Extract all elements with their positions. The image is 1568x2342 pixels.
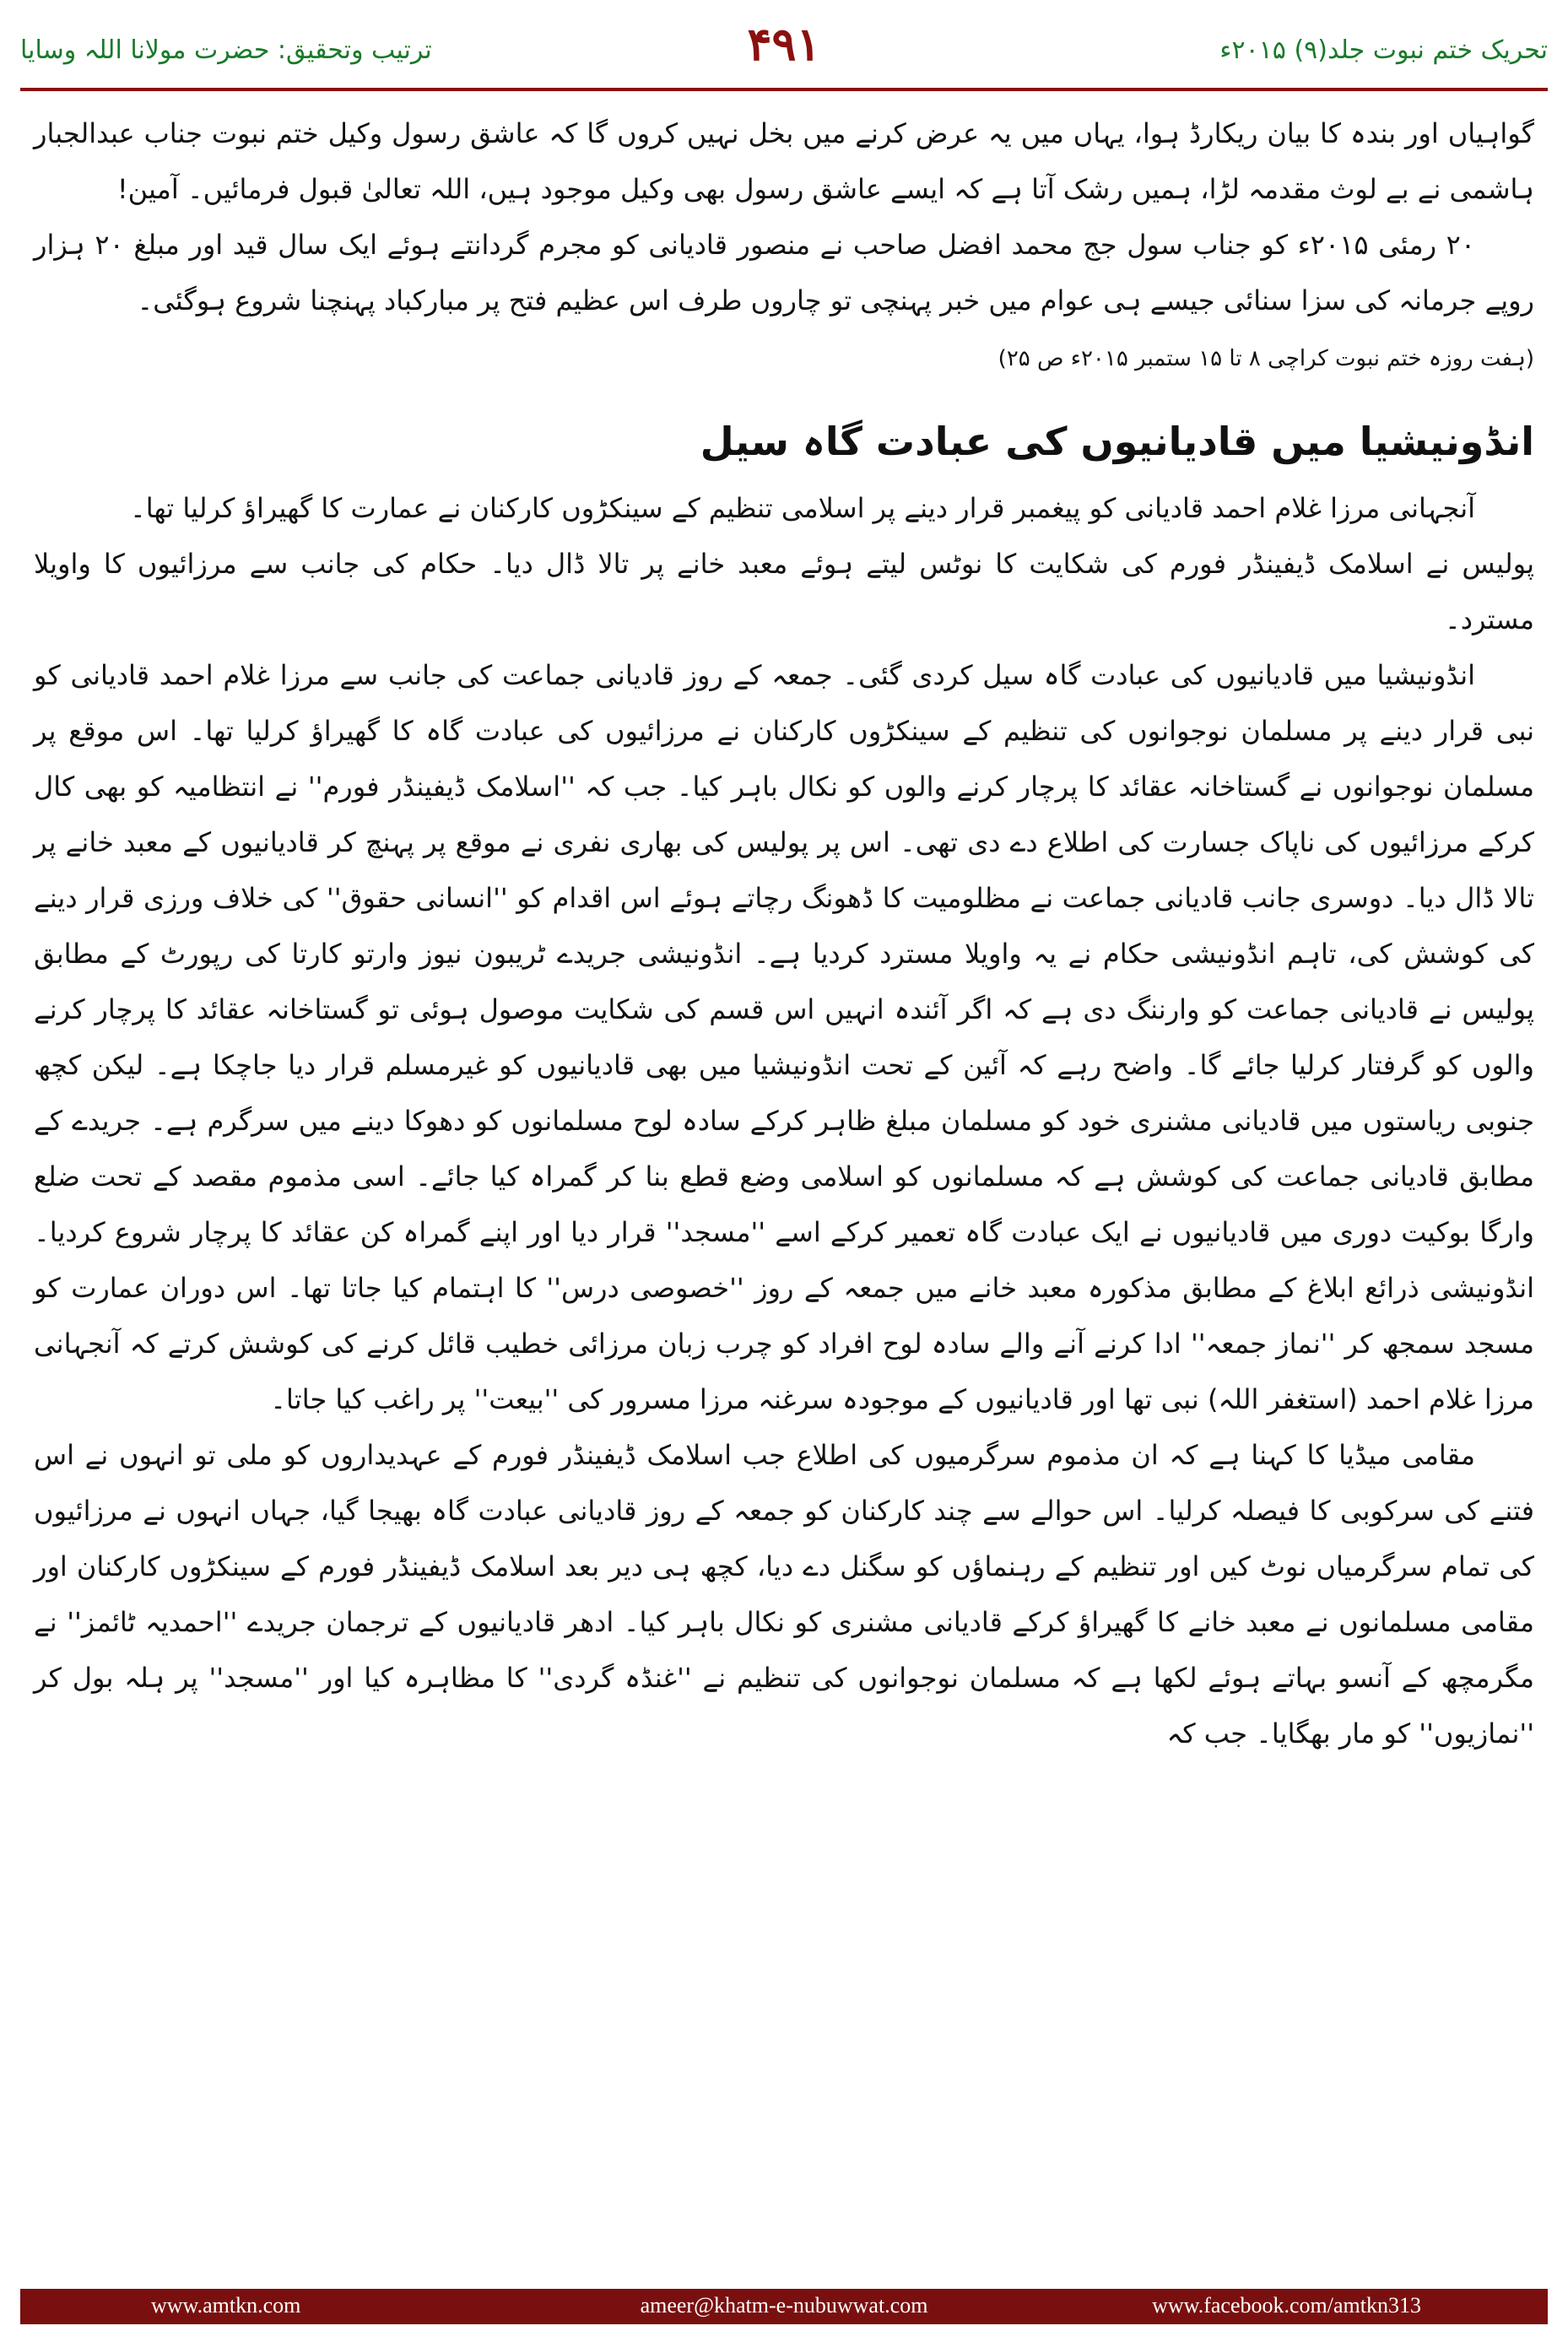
header-divider — [20, 88, 1548, 91]
book-title: تحریک ختم نبوت جلد(۹) ۲۰۱۵ء — [1219, 35, 1548, 65]
page-header — [20, 15, 1548, 81]
article-heading: انڈونیشیا میں قادیانیوں کی عبادت گاہ سیل — [700, 419, 1534, 464]
compiler-credit: ترتیب وتحقیق: حضرت مولانا اللہ وسایا — [20, 35, 432, 65]
article-subheading-2: پولیس نے اسلامک ڈیفینڈر فورم کی شکایت کا نوٹس لیتے ہوئے معبد خانے پر تالا ڈال دیا۔ حکام کی جانب سے مرزائیوں کا واویلا مسترد۔ — [34, 548, 1534, 636]
paragraph-testimony: گواہیاں اور بندہ کا بیان ریکارڈ ہوا، یہاں میں یہ عرض کرنے میں بخل نہیں کروں گا کہ عاشق رسول وکیل ختم نبوت جناب عبدالجبار ہاشمی نے بے لوث مقدمہ لڑا، ہمیں رشک آتا ہے کہ ایسے عاشق رسول بھی وکیل موجود ہیں، اللہ تعالیٰ قبول فرمائیں۔ آمین! — [34, 117, 1534, 205]
article-paragraph-media: مقامی میڈیا کا کہنا ہے کہ ان مذموم سرگرمیوں کی اطلاع جب اسلامک ڈیفینڈر فورم کے عہدیداروں کو ملی تو انہوں نے اس فتنے کی سرکوبی کا فیصلہ کرلیا۔ اس حوالے سے چند کارکنان کو جمعہ کے روز قادیانی عبادت گاہ بھیجا گیا، جہاں انہوں نے مرزائیوں کی تمام سرگرمیاں نوٹ کیں اور تنظیم کے رہنماؤں کو سگنل دے دیا، کچھ ہی دیر بعد اسلامک ڈیفینڈر فورم کے سینکڑوں کارکنان اور مقامی مسلمانوں نے معبد خانے کا گھیراؤ کرکے قادیانی مشنری کو نکال باہر کیا۔ ادھر قادیانیوں کے ترجمان جریدے ''احمدیہ ٹائمز'' نے مگرمچھ کے آنسو بہاتے ہوئے لکھا ہے کہ مسلمان نوجوانوں کی تنظیم نے ''غنڈہ گردی'' کا مظاہرہ کیا اور ''مسجد'' پر ہلہ بول کر ''نمازیوں'' کو مار بھگایا۔ جب کہ — [34, 1439, 1535, 1750]
page-footer — [20, 2289, 1548, 2324]
article-subheading-1: آنجہانی مرزا غلام احمد قادیانی کو پیغمبر قرار دینے پر اسلامی تنظیم کے سینکڑوں کارکنان نے عمارت کا گھیراؤ کرلیا تھا۔ — [130, 492, 1475, 524]
source-reference: (ہفت روزہ ختم نبوت کراچی ۸ تا ۱۵ ستمبر ۲۰۱۵ء ص ۲۵) — [998, 346, 1534, 371]
page-content — [34, 105, 1534, 1761]
paragraph-verdict: ۲۰ رمئی ۲۰۱۵ء کو جناب سول جج محمد افضل صاحب نے منصور قادیانی کو مجرم گردانتے ہوئے ایک سال قید اور مبلغ ۲۰ ہزار روپے جرمانہ کی سزا سنائی جیسے ہی عوام میں خبر پہنچی تو چاروں طرف اس عظیم فتح پر مبارکباد پہنچنا شروع ہوگئی۔ — [34, 229, 1534, 316]
footer-facebook: www.facebook.com/amtkn313 — [1152, 2293, 1421, 2318]
footer-website: www.amtkn.com — [151, 2293, 301, 2318]
footer-email: ameer@khatm-e-nubuwwat.com — [640, 2293, 928, 2318]
article-paragraph-main: انڈونیشیا میں قادیانیوں کی عبادت گاہ سیل کردی گئی۔ جمعہ کے روز قادیانی جماعت کی جانب سے مرزا غلام احمد قادیانی کو نبی قرار دینے پر مسلمان نوجوانوں کی تنظیم کے سینکڑوں کارکنان نے مرزائیوں کی عبادت گاہ کا گھیراؤ کرلیا تھا۔ اس موقع پر مسلمان نوجوانوں نے گستاخانہ عقائد کا پرچار کرنے والوں کو نکال باہر کیا۔ جب کہ ''اسلامک ڈیفینڈر فورم'' نے انتظامیہ کو بھی کال کرکے مرزائیوں کی ناپاک جسارت کی اطلاع دے دی تھی۔ اس پر پولیس کی بھاری نفری نے موقع پر پہنچ کر قادیانیوں کے معبد خانے پر تالا ڈال دیا۔ دوسری جانب قادیانی جماعت نے مظلومیت کا ڈھونگ رچاتے ہوئے اس اقدام کو ''انسانی حقوق'' کی خلاف ورزی قرار دینے کی کوشش کی، تاہم انڈونیشی حکام نے یہ واویلا مسترد کردیا ہے۔ انڈونیشی جریدے ٹریبون نیوز وارتو کارتا کی رپورٹ کے مطابق پولیس نے قادیانی جماعت کو وارننگ دی ہے کہ اگر آئندہ انہیں اس قسم کی شکایت موصول ہوئی تو گستاخانہ عقائد کا پرچار کرنے والوں کو گرفتار کرلیا جائے گا۔ واضح رہے کہ آئین کے تحت انڈونیشیا میں بھی قادیانیوں کو غیرمسلم قرار دیا جاچکا ہے۔ لیکن کچھ جنوبی ریاستوں میں قادیانی مشنری خود کو مسلمان مبلغ ظاہر کرکے سادہ لوح مسلمانوں کو دھوکا دینے میں سرگرم ہے۔ جریدے کے مطابق قادیانی جماعت کی کوشش ہے کہ مسلمانوں کو اسلامی وضع قطع بنا کر گمراہ کیا جائے۔ اسی مذموم مقصد کے تحت ضلع وارگا بوکیت دوری میں قادیانیوں نے ایک عبادت گاہ تعمیر کرکے اسے ''مسجد'' قرار دیا اور اپنے گمراہ کن عقائد کا پرچار شروع کردیا۔ انڈونیشی ذرائع ابلاغ کے مطابق مذکورہ معبد خانے میں جمعہ کے روز ''خصوصی درس'' کا اہتمام کیا جاتا تھا۔ اس دوران عمارت کو مسجد سمجھ کر ''نماز جمعہ'' ادا کرنے آنے والے سادہ لوح افراد کو چرب زبان مرزائی خطیب قائل کرنے کی کوشش کرتے کہ آنجہانی مرزا غلام احمد (استغفر اللہ) نبی تھا اور قادیانیوں کے موجودہ سرغنہ مرزا مسرور کی ''بیعت'' پر راغب کیا جاتا۔ — [34, 659, 1535, 1415]
page-number: ۴۹۱ — [747, 17, 821, 71]
